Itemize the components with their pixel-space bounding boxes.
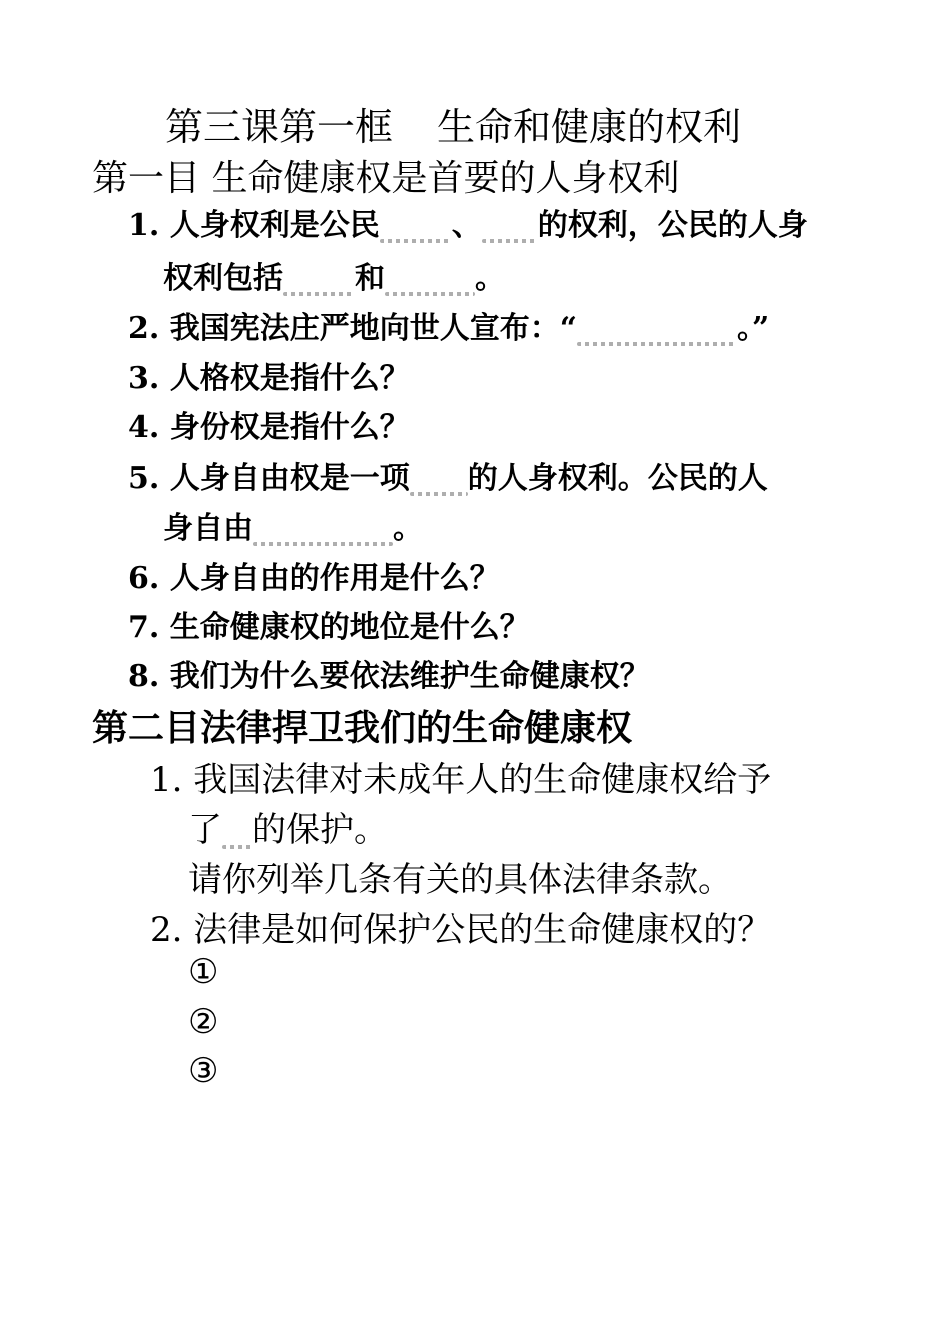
s1-q5-end: 。 [393,511,423,546]
page-title [165,96,741,151]
s1-q2 [128,303,769,347]
fill-blank[interactable] [283,258,355,288]
title-part1: 第三课第一框 [165,105,394,149]
s1-q3: 3. 人格权是指什么？ [128,361,410,396]
s1-q1-line1 [128,200,808,244]
s1-q5-text-a: 5. 人身自由权是一项 [128,461,410,496]
s1-q1-text-c: 权利包括 [163,261,283,296]
s1-q5-text-c: 身自由 [163,511,253,546]
s1-q1-and: 和 [355,261,385,296]
s2-item-3: ③ [188,1051,219,1091]
title-part2: 生命和健康的权利 [437,105,742,149]
section2-heading: 第二目法律捍卫我们的生命健康权 [92,708,633,749]
s1-q5-text-b: 的人身权利。公民的人 [467,461,768,496]
fill-blank[interactable] [253,508,393,538]
section1-heading: 第一目 生命健康权是首要的人身权利 [92,158,680,199]
s2-q1-text-b: 的保护。 [252,810,388,850]
s2-q1-line2 [188,802,388,851]
s1-q4: 4. 身份权是指什么？ [128,410,410,445]
s1-q5-line1 [128,453,768,497]
s1-q2-text: 2. 我国宪法庄严地向世人宣布：“ [128,311,578,346]
s1-q8: 8. 我们为什么要依法维护生命健康权？ [128,659,650,694]
s2-q1-line3: 请你列举几条有关的具体法律条款。 [188,860,732,900]
s2-item-1: ① [188,952,219,992]
s1-q1-line2 [163,253,505,297]
fill-blank[interactable] [410,458,468,488]
fill-blank[interactable] [380,205,452,235]
s1-q1-text-a: 1. 人身权利是公民 [128,208,380,243]
s2-q1-text-a: 了 [188,810,222,850]
s1-q1-sep: 、 [451,208,482,243]
s2-q1-line1: 1. 我国法律对未成年人的生命健康权给予 [150,760,772,800]
fill-blank[interactable] [577,308,737,338]
s1-q6: 6. 人身自由的作用是什么？ [128,561,500,596]
s1-q2-end: 。” [737,311,770,346]
fill-blank[interactable] [222,807,252,841]
fill-blank[interactable] [385,258,475,288]
s2-item-2: ② [188,1002,219,1042]
s2-q2: 2. 法律是如何保护公民的生命健康权的？ [150,910,772,950]
s1-q1-end: 。 [475,261,505,296]
s1-q1-text-b: 的权利，公民的人身 [537,208,808,243]
s1-q5-line2 [163,503,423,547]
s1-q7: 7. 生命健康权的地位是什么？ [128,610,530,645]
fill-blank[interactable] [482,205,538,235]
